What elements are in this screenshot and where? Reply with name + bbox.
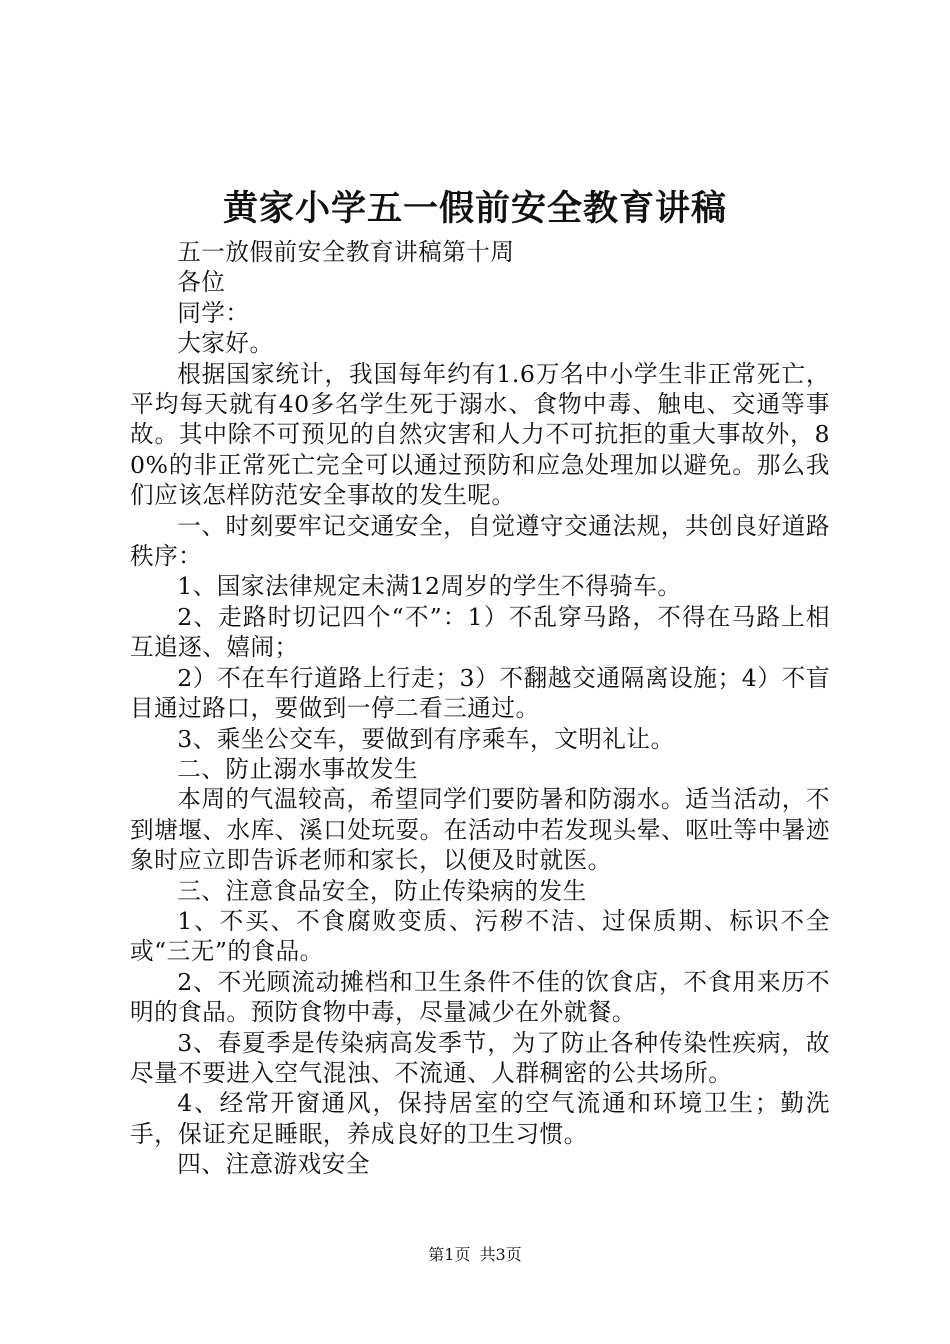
paragraph: 三、注意食品安全，防止传染病的发生	[177, 876, 587, 905]
paragraph: 2、不光顾流动摊档和卫生条件不佳的饮食店，不食用来历不明的食品。预防食物中毒，尽量减少在外就餐。	[130, 967, 830, 1027]
paragraph: 3、春夏季是传染病高发季节，为了防止各种传染性疾病，故尽量不要进入空气混浊、不流通、人群稠密的公共场所。	[130, 1028, 830, 1087]
paragraph: 1、国家法律规定未满12周岁的学生不得骑车。	[177, 572, 682, 601]
page-footer	[0, 1244, 950, 1266]
document-title: 黄家小学五一假前安全教育讲稿	[222, 189, 727, 229]
paragraph: 二、防止溺水事故发生	[177, 754, 419, 783]
paragraph: 1、不买、不食腐败变质、污秽不洁、过保质期、标识不全或“三无”的食品。	[130, 906, 830, 966]
paragraph: 各位	[177, 268, 226, 297]
paragraph: 4、经常开窗通风，保持居室的空气流通和环境卫生；勤洗手，保证充足睡眠，养成良好的卫生习惯。	[130, 1089, 830, 1148]
page-total: 共3页	[479, 1245, 522, 1264]
page-number: 第1页	[428, 1245, 471, 1264]
paragraph: 本周的气温较高，希望同学们要防暑和防溺水。适当活动，不到塘堰、水库、溪口处玩耍。在活动中若发现头晕、呕吐等中暑迹象时应立即告诉老师和家长，以便及时就医。	[130, 785, 830, 875]
paragraph: 四、注意游戏安全	[177, 1150, 370, 1179]
paragraph: 根据国家统计，我国每年约有1.6万名中小学生非正常死亡，平均每天就有40多名学生死于溺水、食物中毒、触电、交通等事故。其中除不可预见的自然灾害和人力不可抗拒的重大事故外，80%的非正常死亡完全可以通过预防和应急处理加以避免。那么我们应该怎样防范安全事故的发生呢。	[130, 359, 830, 510]
paragraph: 一、时刻要牢记交通安全，自觉遵守交通法规，共创良好道路秩序：	[130, 511, 830, 571]
paragraph: 五一放假前安全教育讲稿第十周	[177, 238, 515, 266]
paragraph: 3、乘坐公交车，要做到有序乘车，文明礼让。	[177, 724, 675, 753]
paragraph: 2、走路时切记四个“不”：1）不乱穿马路，不得在马路上相互追逐、嬉闹；	[130, 602, 830, 662]
paragraph: 同学：	[177, 298, 250, 327]
paragraph: 大家好。	[177, 329, 274, 358]
paragraph: 2）不在车行道路上行走；3）不翻越交通隔离设施；4）不盲目通过路口，要做到一停二看三通过。	[130, 663, 830, 723]
document-body	[130, 237, 830, 1180]
